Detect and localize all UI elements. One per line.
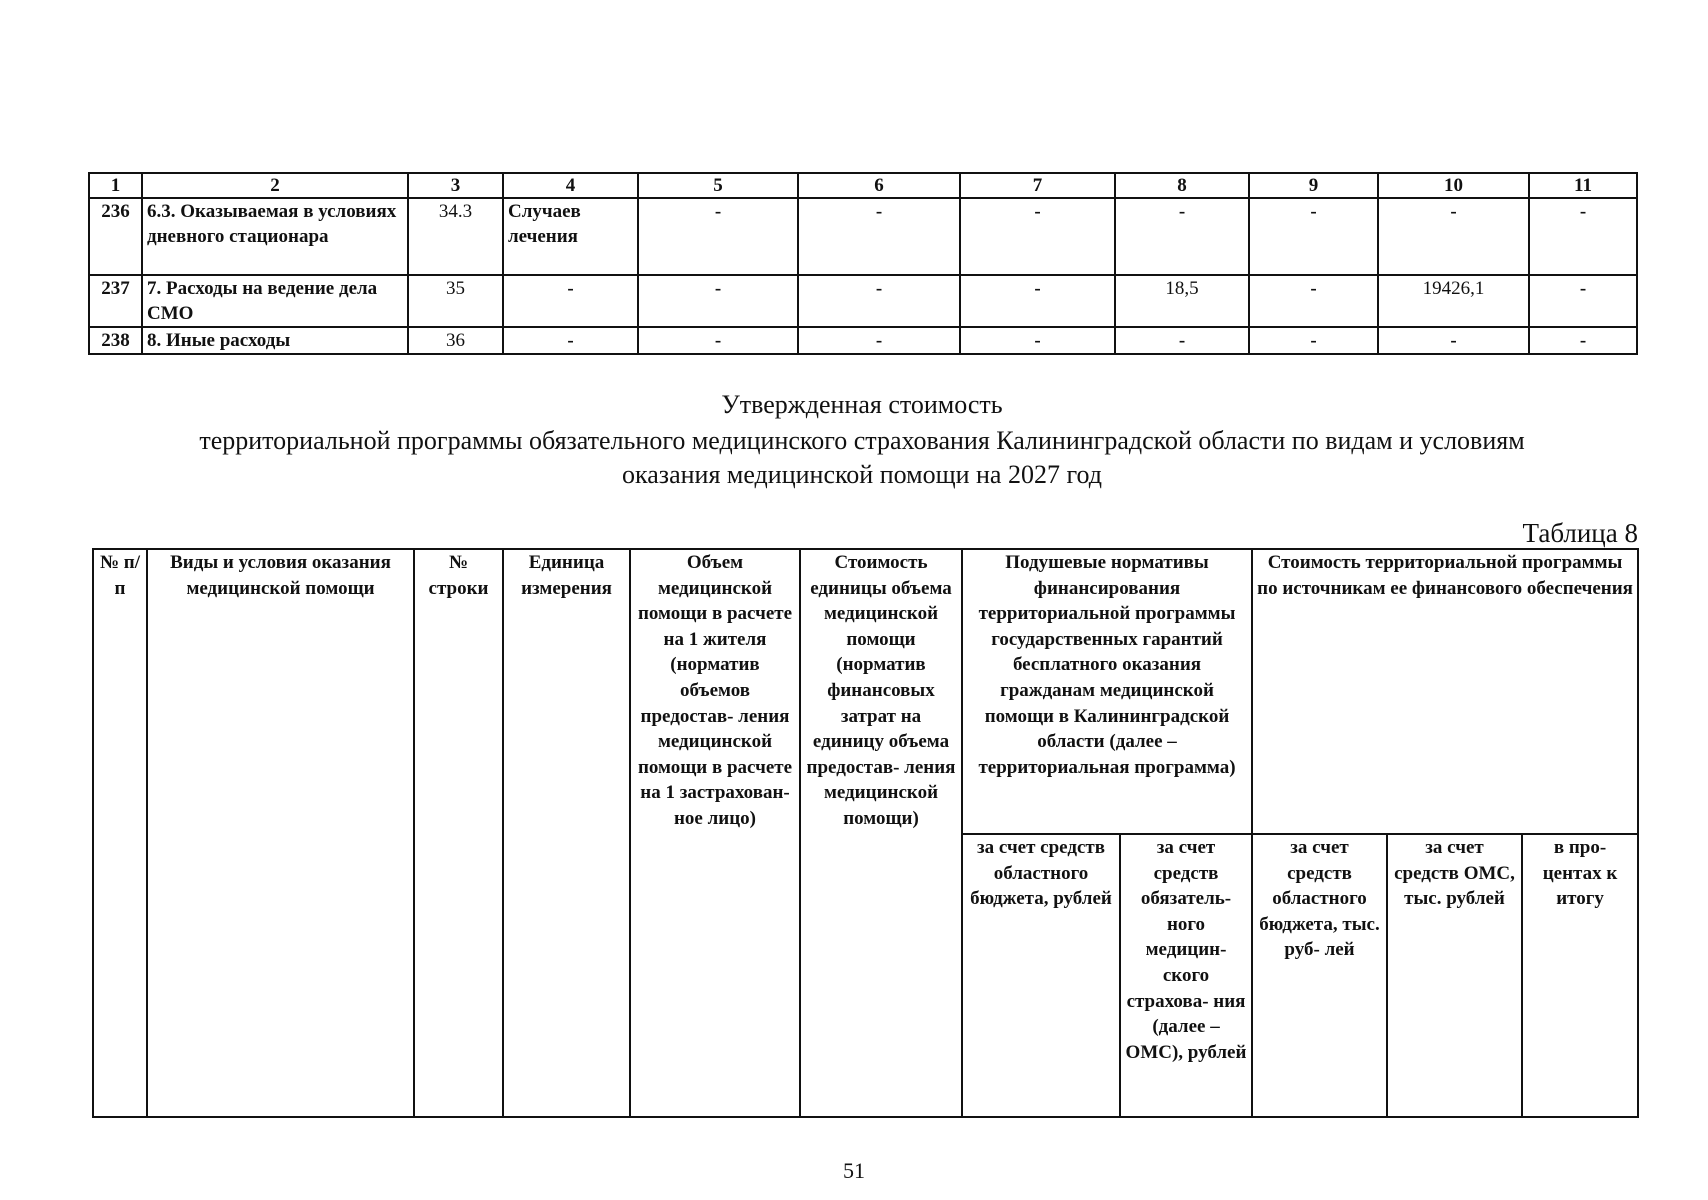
cell: - <box>1115 198 1249 275</box>
cell: - <box>1529 327 1637 354</box>
row-code: 34.3 <box>408 198 503 275</box>
table-row <box>89 275 1637 327</box>
row-name: 8. Иные расходы <box>142 327 408 354</box>
page-number: 51 <box>843 1158 865 1183</box>
header-cell: 8 <box>1115 173 1249 198</box>
title-line-1: Утвержденная стоимость <box>721 390 1003 419</box>
cell: - <box>638 327 798 354</box>
row-number: 236 <box>89 198 142 275</box>
col-num: № п/п <box>93 549 147 1117</box>
row-code: 36 <box>408 327 503 354</box>
row-code: 35 <box>408 275 503 327</box>
top-table-header-row <box>89 173 1637 198</box>
header-cell: 9 <box>1249 173 1378 198</box>
cell: - <box>1249 198 1378 275</box>
header-cell: 2 <box>142 173 408 198</box>
header-cell: 10 <box>1378 173 1529 198</box>
row-name: 7. Расходы на ведение дела СМО <box>142 275 408 327</box>
cell: - <box>960 198 1115 275</box>
cell: - <box>1249 275 1378 327</box>
title-line-3: оказания медицинской помощи на 2027 год <box>622 460 1102 489</box>
table-row <box>89 327 1637 354</box>
cell: - <box>638 275 798 327</box>
sub-oms-rub: за счет средств обязатель- ного медицин- ского страхова- ния (далее – ОМС), рублей <box>1120 834 1252 1117</box>
cell: - <box>1115 327 1249 354</box>
cell: 19426,1 <box>1378 275 1529 327</box>
row-number: 237 <box>89 275 142 327</box>
cell: 18,5 <box>1115 275 1249 327</box>
title-line-2: территориальной программы обязательного медицинского страхования Калининградской области по видам и условиям <box>199 426 1525 455</box>
header-cell: 11 <box>1529 173 1637 198</box>
table-row <box>89 198 1637 275</box>
group-cost: Стоимость территориальной программы по источникам ее финансового обеспечения <box>1252 549 1638 834</box>
cell: - <box>1249 327 1378 354</box>
cell: - <box>798 275 960 327</box>
header-cell: 7 <box>960 173 1115 198</box>
cell: - <box>1378 198 1529 275</box>
col-volume: Объем медицинской помощи в расчете на 1 жителя (норматив объемов предостав- ления медицинской помощи в расчете на 1 застрахован- ное лицо) <box>630 549 800 1117</box>
col-cost-unit: Стоимость единицы объема медицинской помощи (норматив финансовых затрат на единицу объема предостав- ления медицинской помощи) <box>800 549 962 1117</box>
sub-regional-budget-rub: за счет средств областного бюджета, рублей <box>962 834 1120 1117</box>
sub-regional-budget-thous: за счет средств областного бюджета, тыс. руб- лей <box>1252 834 1387 1117</box>
header-cell: 6 <box>798 173 960 198</box>
cell: - <box>1529 198 1637 275</box>
sub-percent: в про- центах к итогу <box>1522 834 1638 1117</box>
row-number: 238 <box>89 327 142 354</box>
header-cell: 1 <box>89 173 142 198</box>
cell: - <box>798 327 960 354</box>
sub-oms-thous: за счет средств ОМС, тыс. рублей <box>1387 834 1522 1117</box>
top-table <box>88 172 1638 355</box>
table-label: Таблица 8 <box>1522 518 1638 548</box>
row-name: 6.3. Оказываемая в условиях дневного стационара <box>142 198 408 275</box>
cell: - <box>1529 275 1637 327</box>
header-cell: 5 <box>638 173 798 198</box>
main-table-header-row <box>93 549 1638 834</box>
cell: - <box>798 198 960 275</box>
col-kinds: Виды и условия оказания медицинской помощи <box>147 549 414 1117</box>
row-unit: Случаев лечения <box>503 198 638 275</box>
main-table <box>92 548 1639 1118</box>
header-cell: 3 <box>408 173 503 198</box>
cell: - <box>503 275 638 327</box>
cell: - <box>960 327 1115 354</box>
cell: - <box>503 327 638 354</box>
cell: - <box>1378 327 1529 354</box>
col-unit: Единица измерения <box>503 549 630 1117</box>
col-row-num: № строки <box>414 549 503 1117</box>
cell: - <box>960 275 1115 327</box>
cell: - <box>638 198 798 275</box>
group-per-capita: Подушевые нормативы финансирования территориальной программы государственных гарантий бесплатного оказания гражданам медицинской помощи в Калининградской области (далее – территориальная программа) <box>962 549 1252 834</box>
header-cell: 4 <box>503 173 638 198</box>
